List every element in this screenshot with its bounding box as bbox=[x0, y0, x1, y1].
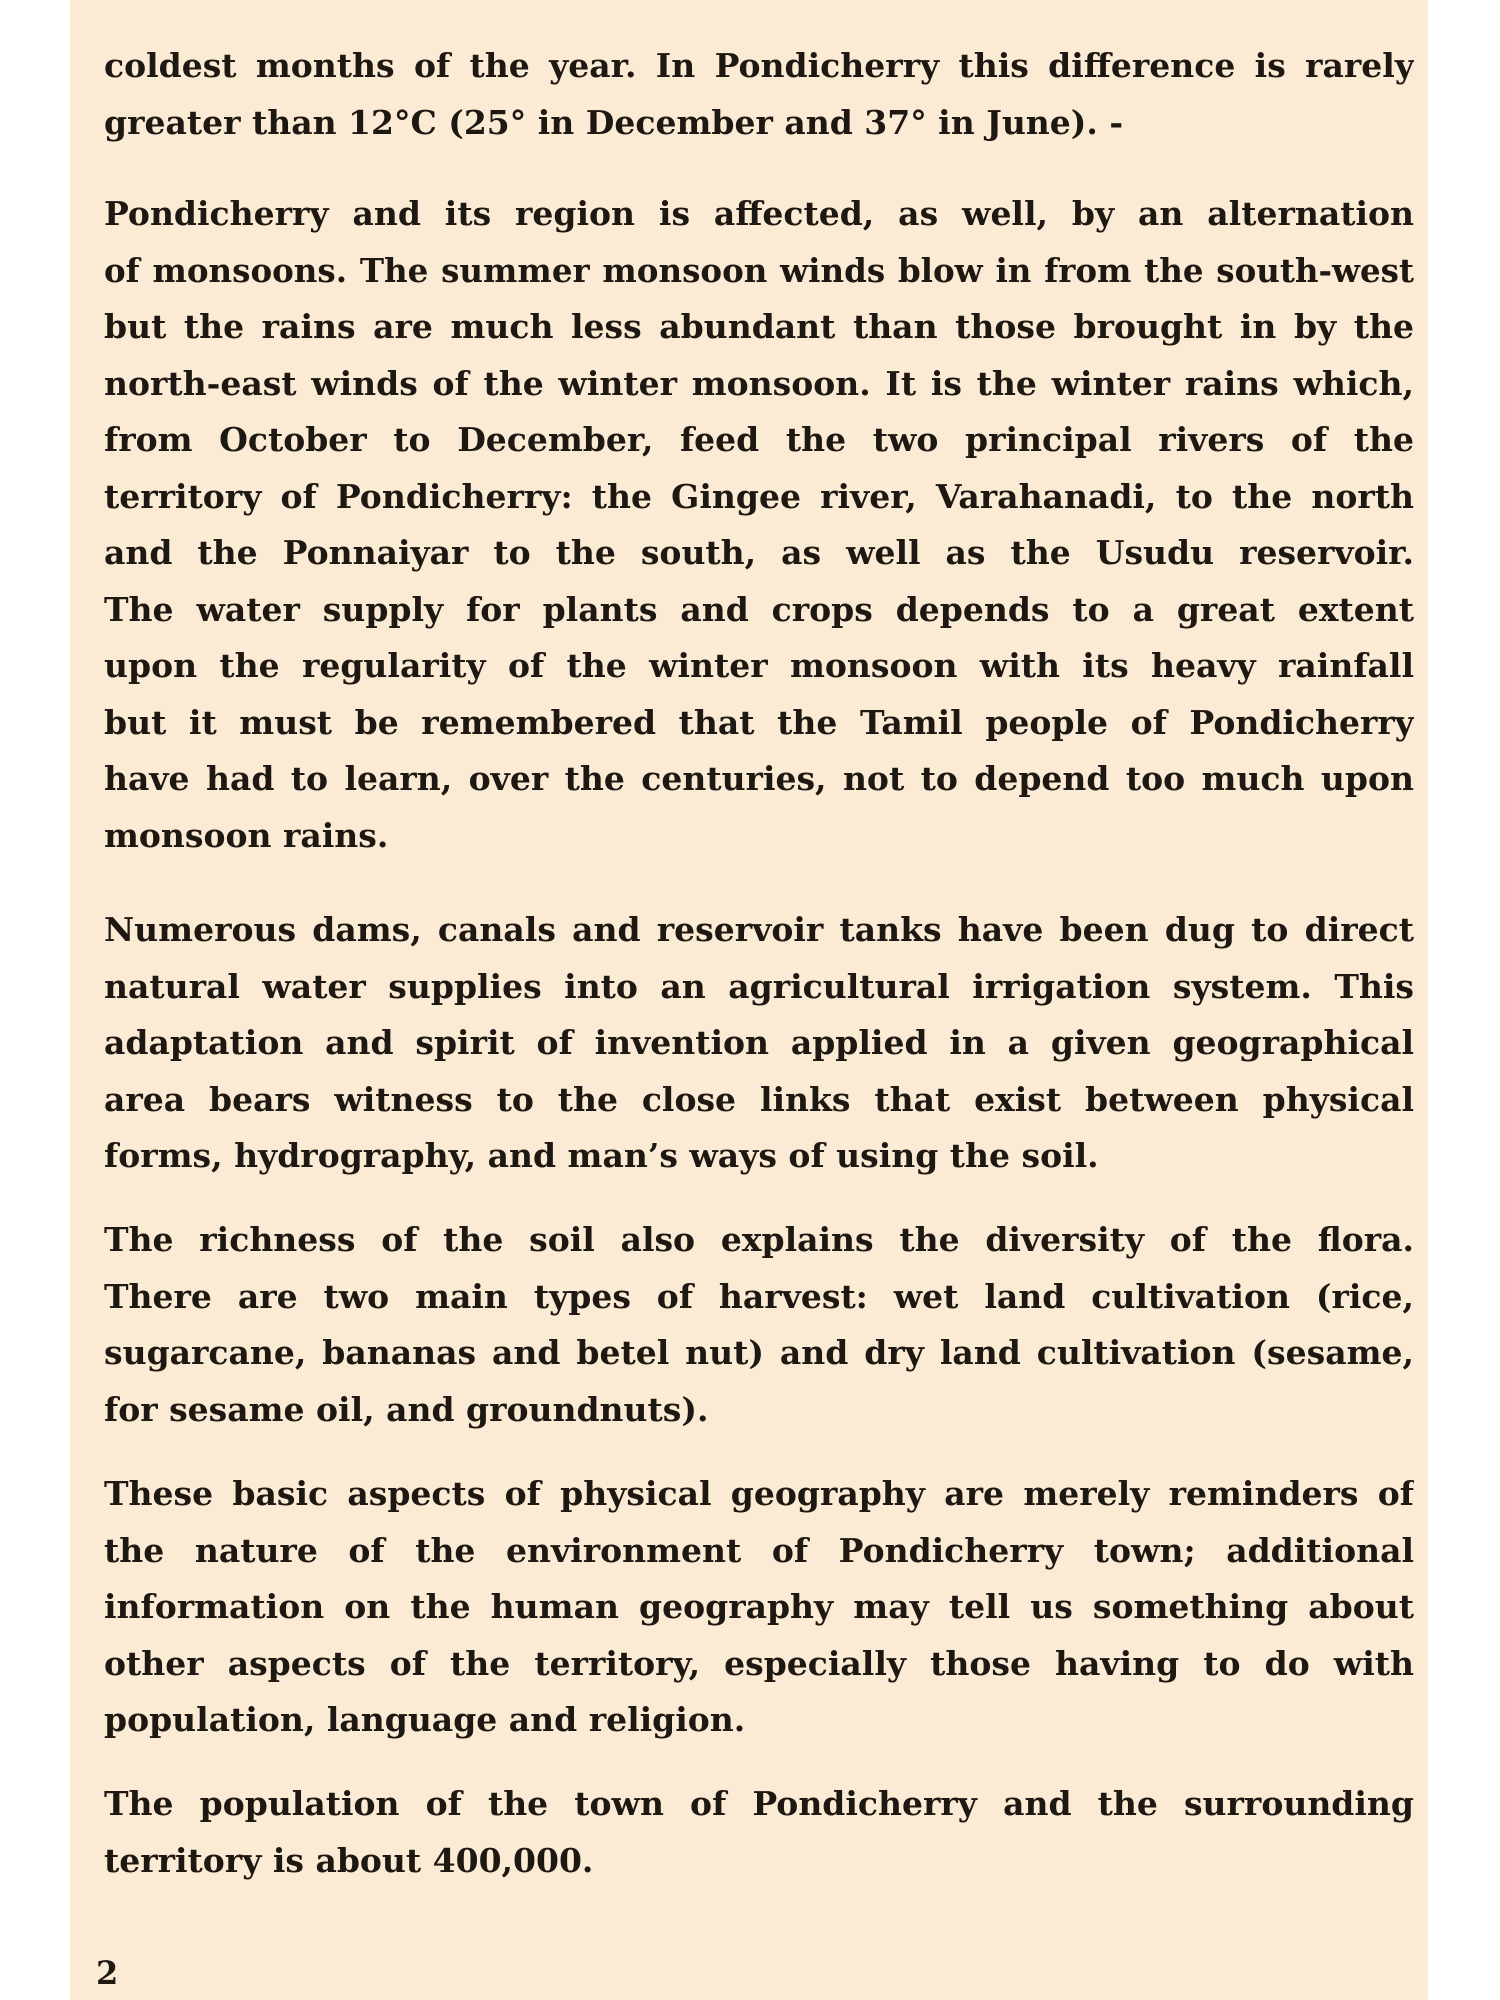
text-line: have had to learn, over the centuries, not to depend too much upon bbox=[104, 759, 1414, 798]
paragraph-population bbox=[104, 1776, 1414, 1889]
paragraph-human-geography bbox=[104, 1466, 1414, 1749]
text-line: but it must be remembered that the Tamil people of Pondicherry bbox=[104, 702, 1414, 742]
text-line: other aspects of the territory, especially those having to do with bbox=[104, 1643, 1414, 1683]
text-line: but the rains are much less abundant than those brought in by the bbox=[104, 307, 1414, 346]
text-line: The richness of the soil also explains the diversity of the flora. bbox=[104, 1220, 1414, 1259]
text-line: adaptation and spirit of invention applied in a given geographical bbox=[104, 1023, 1414, 1062]
text-line: and the Ponnaiyar to the south, as well as the Usudu reservoir. bbox=[104, 533, 1414, 572]
document-page bbox=[70, 0, 1428, 2000]
text-line: natural water supplies into an agricultural irrigation system. This bbox=[104, 966, 1414, 1006]
paragraph-climate-temperature bbox=[104, 38, 1414, 151]
text-line: of monsoons. The summer monsoon winds blow in from the south-west bbox=[104, 250, 1414, 290]
text-line: the nature of the environment of Pondicherry town; additional bbox=[104, 1530, 1414, 1570]
text-line: territory is about 400,000. bbox=[104, 1840, 594, 1880]
text-line: Numerous dams, canals and reservoir tanks have been dug to direct bbox=[104, 910, 1414, 949]
text-line: These basic aspects of physical geography are merely reminders of bbox=[104, 1474, 1414, 1513]
text-line: information on the human geography may tell us something about bbox=[104, 1587, 1414, 1626]
text-line: The population of the town of Pondicherry and the surrounding bbox=[104, 1784, 1414, 1823]
paragraph-flora bbox=[104, 1212, 1414, 1438]
text-line: monsoon rains. bbox=[104, 815, 389, 855]
text-line: north-east winds of the winter monsoon. It is the winter rains which, bbox=[104, 363, 1414, 403]
text-line: population, language and religion. bbox=[104, 1700, 746, 1739]
text-line: upon the regularity of the winter monsoon with its heavy rainfall bbox=[104, 646, 1414, 685]
text-line: There are two main types of harvest: wet land cultivation (rice, bbox=[104, 1276, 1414, 1316]
text-line: forms, hydrography, and man’s ways of using the soil. bbox=[104, 1136, 1099, 1175]
text-line: coldest months of the year. In Pondicherry this difference is rarely bbox=[104, 46, 1414, 85]
text-line: greater than 12°C (25° in December and 37° in June). ‐ bbox=[104, 102, 1124, 142]
text-line: territory of Pondicherry: the Gingee river, Varahanadi, to the north bbox=[104, 476, 1414, 516]
text-line: Pondicherry and its region is affected, as well, by an alternation bbox=[104, 194, 1414, 233]
paragraph-monsoons bbox=[104, 186, 1414, 864]
text-line: for sesame oil, and groundnuts). bbox=[104, 1389, 709, 1429]
text-line: sugarcane, bananas and betel nut) and dry land cultivation (sesame, bbox=[104, 1333, 1414, 1372]
page-number: 2 bbox=[96, 1954, 119, 1992]
text-line: from October to December, feed the two principal rivers of the bbox=[104, 420, 1414, 459]
text-line: area bears witness to the close links that exist between physical bbox=[104, 1079, 1414, 1119]
text-line: The water supply for plants and crops depends to a great extent bbox=[104, 589, 1414, 629]
paragraph-irrigation bbox=[104, 902, 1414, 1185]
